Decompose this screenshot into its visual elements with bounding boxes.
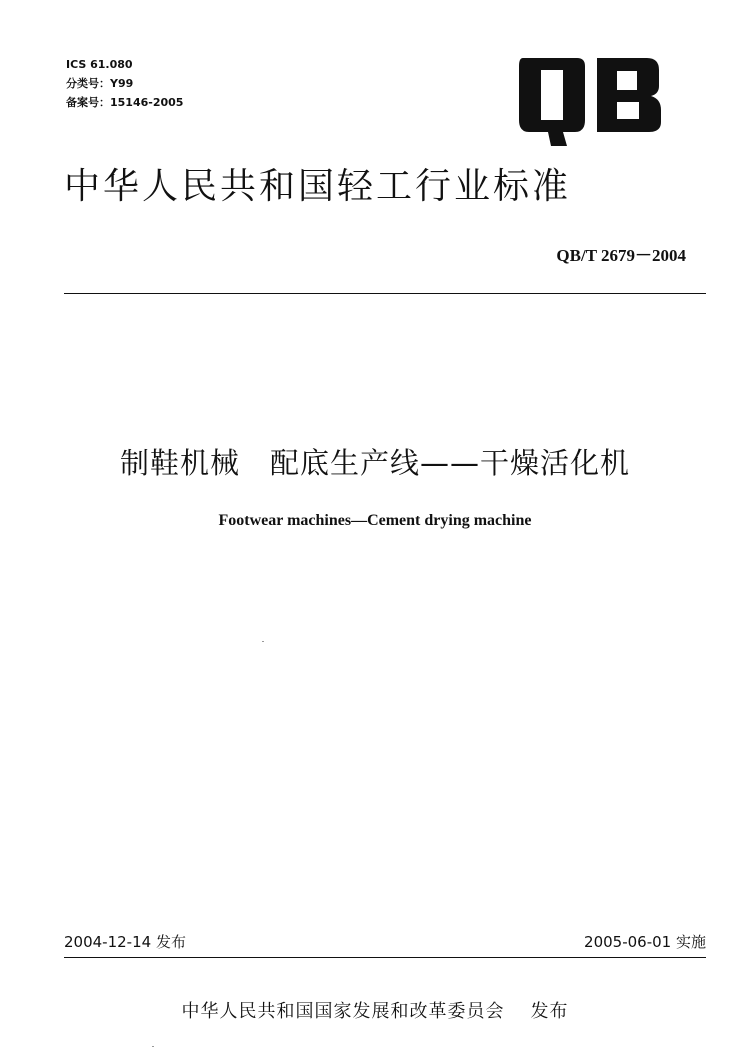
publisher-line <box>0 997 750 1023</box>
footer-divider <box>64 957 706 958</box>
publisher-action: 发布 <box>530 1001 569 1022</box>
scan-speck <box>152 1046 154 1047</box>
document-title-english: Footwear machines—Cement drying machine <box>218 512 532 529</box>
qb-logo <box>519 58 661 146</box>
record-number: 备案号：15146-2005 <box>66 96 184 109</box>
standard-category-title: 中华人民共和国轻工行业标准 <box>64 166 572 207</box>
document-title-chinese: 制鞋机械 配底生产线——干燥活化机 <box>119 446 630 480</box>
classification-number: 分类号：Y99 <box>66 77 134 90</box>
publisher-name: 中华人民共和国国家发展和改革委员会 <box>181 1001 505 1022</box>
header-divider <box>64 293 706 294</box>
ics-code: ICS 61.080 <box>66 58 133 71</box>
implementation-date: 2005-06-01 实施 <box>584 933 706 951</box>
standard-number: QB/T 2679－2004 <box>556 246 686 265</box>
scan-speck <box>262 641 264 642</box>
issue-date: 2004-12-14 发布 <box>64 933 186 951</box>
